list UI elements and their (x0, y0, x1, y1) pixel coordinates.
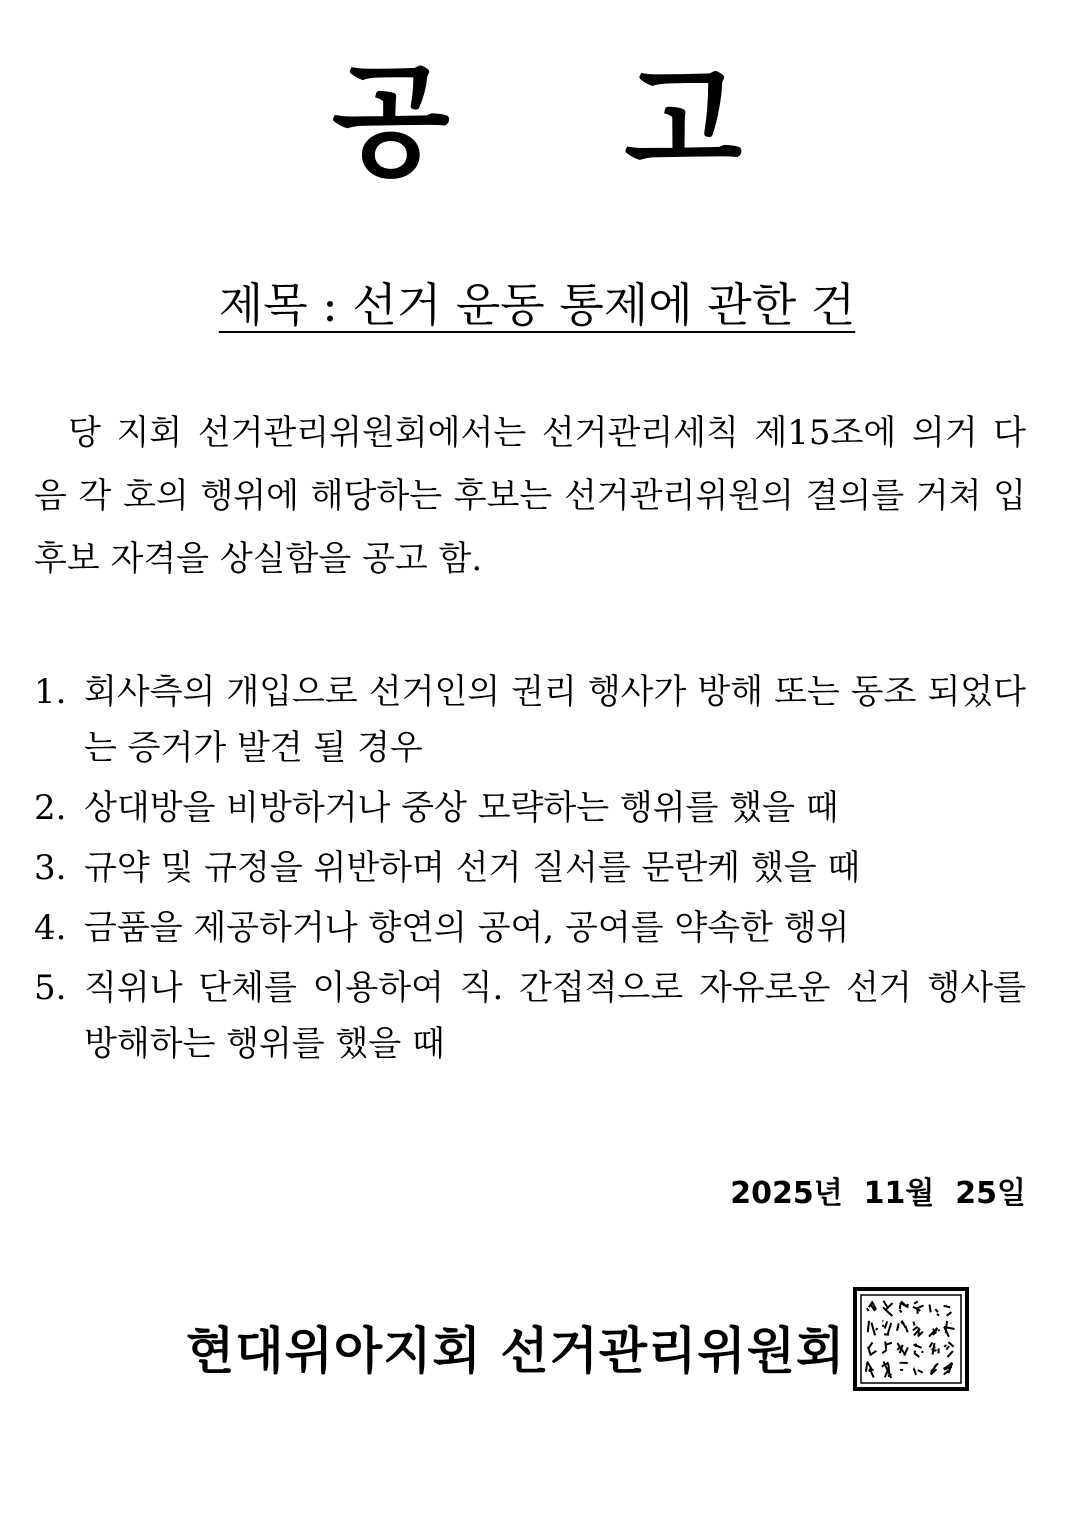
seal-glyph-stroke (914, 1367, 923, 1375)
notice-title: 공 고 (331, 51, 809, 193)
list-item-number: 4. (34, 908, 67, 948)
official-seal-icon (852, 1286, 970, 1392)
list-item-number: 3. (34, 848, 67, 888)
issuer-signature: 현대위아지회 선거관리위원회 (186, 1322, 846, 1380)
seal-glyph-stroke (882, 1321, 891, 1335)
seal-glyph-stroke (897, 1343, 908, 1356)
notice-subject-text: 제목 : 선거 운동 통제에 관한 건 (218, 278, 856, 332)
seal-glyph-stroke (868, 1342, 877, 1355)
seal-glyph-stroke (867, 1301, 876, 1311)
list-item (34, 900, 1026, 956)
list-item (34, 960, 1026, 1072)
seal-glyph-stroke (897, 1321, 908, 1333)
seal-glyph-stroke (900, 1301, 909, 1312)
notice-date: 2025년 11월 25일 (730, 1176, 1026, 1211)
seal-glyph-stroke (883, 1301, 893, 1316)
seal-glyph-stroke (929, 1328, 940, 1337)
seal-glyph-stroke (882, 1342, 892, 1354)
seal-glyph-stroke (930, 1342, 939, 1354)
list-item-text: 규약 및 규정을 위반하며 선거 질서를 문란케 했을 때 (84, 848, 861, 888)
list-item (34, 840, 1026, 896)
seal-glyph-stroke (882, 1362, 892, 1378)
seal-glyph-stroke (931, 1363, 938, 1374)
list-item-number: 1. (34, 672, 67, 712)
seal-glyph-stroke (944, 1363, 953, 1375)
list-item-text: 금품을 제공하거나 향연의 공여, 공여를 약속한 행위 (84, 908, 850, 948)
seal-glyph-stroke (944, 1342, 954, 1357)
seal-glyph-stroke (944, 1306, 952, 1316)
list-item (34, 664, 1026, 776)
list-item-text: 상대방을 비방하거나 중상 모략하는 행위를 했을 때 (84, 788, 839, 828)
seal-glyph-stroke (913, 1302, 924, 1314)
notice-subject (0, 270, 1074, 340)
list-item-number: 5. (34, 968, 67, 1008)
seal-glyph-stroke (868, 1321, 878, 1335)
list-item-text: 직위나 단체를 이용하여 직. 간접적으로 자유로운 선거 행사를 방해하는 행위를 했을 때 (84, 968, 1026, 1064)
notice-items-list (34, 664, 1026, 1076)
seal-glyph-stroke (913, 1322, 923, 1337)
seal-glyph-stroke (944, 1321, 955, 1337)
seal-glyph-stroke (914, 1344, 924, 1357)
list-item (34, 780, 1026, 836)
list-item-text: 회사측의 개입으로 선거인의 권리 행사가 방해 또는 동조 되었다는 증거가 발견 될 경우 (84, 672, 1026, 768)
seal-glyph-stroke (866, 1362, 874, 1378)
notice-intro: 당 지회 선거관리위원회에서는 선거관리세칙 제15조에 의거 다음 각 호의 행위에 해당하는 후보는 선거관리위원의 결의를 거쳐 입후보 자격을 상실함을 공고 함. (34, 413, 1026, 579)
list-item-number: 2. (34, 788, 67, 828)
seal-glyph-stroke (930, 1305, 940, 1316)
seal-glyph-stroke (900, 1362, 908, 1370)
